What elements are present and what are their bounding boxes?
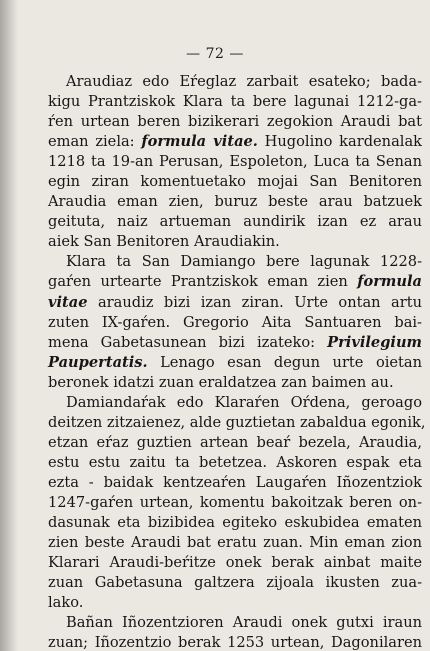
text-segment: geituta, naiz artueman aundirik izan ez arau: [48, 213, 422, 231]
text-segment: zuan; Iñozentzio berak 1253 urtean, Dagonilaren: [48, 634, 422, 651]
emphasized-term: Paupertatis.: [48, 353, 148, 371]
emphasized-term: formula vitae.: [141, 133, 258, 151]
text-line: [48, 353, 422, 373]
text-line: [48, 152, 422, 172]
text-segment: Hugolino kardenalak: [257, 133, 422, 151]
text-line: [48, 313, 422, 333]
text-line: [48, 573, 422, 593]
text-line: [48, 553, 422, 573]
text-line: [48, 433, 422, 453]
text-segment: lako.: [48, 594, 84, 612]
text-segment: Damiandaŕak edo Klaraŕen Oŕdena, geroago: [66, 393, 422, 411]
text-line: [48, 513, 422, 533]
text-line: [48, 613, 422, 633]
text-line: [48, 453, 422, 473]
text-segment: Klara ta San Damiango bere lagunak 1228-: [66, 253, 422, 271]
text-line: [48, 132, 422, 152]
text-line: [48, 252, 422, 272]
text-segment: Bañan Iñozentzioren Araudi onek gutxi iraun: [66, 614, 422, 632]
text-segment: 1218 ta 19-an Perusan, Espoleton, Luca ta Senan: [48, 153, 422, 171]
text-line: [48, 473, 422, 493]
text-segment: aiek San Benitoren Araudiakin.: [48, 233, 280, 251]
text-line: [48, 172, 422, 192]
text-line: [48, 272, 422, 292]
emphasized-term: Privilegium: [327, 333, 422, 351]
text-line: [48, 413, 426, 433]
text-line: [48, 633, 422, 651]
text-line: [48, 192, 422, 212]
text-segment: egin ziran komentuetako mojai San Benitoren: [48, 173, 422, 191]
page-gutter-shadow: [0, 0, 18, 651]
text-segment: estu estu zaitu ta betetzea. Askoren espak eta: [48, 453, 422, 471]
text-line: [48, 333, 422, 353]
text-segment: zuan Gabetasuna galtzera zijoala ikusten zua-: [48, 574, 422, 592]
text-segment: eman ziela:: [48, 133, 142, 151]
text-line: [48, 493, 422, 513]
emphasized-term: formula: [357, 273, 422, 291]
text-segment: dasunak eta bizibidea egiteko eskubidea ematen: [48, 514, 422, 532]
text-segment: gaŕen urtearte Prantziskok eman zien: [48, 273, 358, 291]
text-segment: kigu Prantziskok Klara ta bere lagunai 1212-ga-: [48, 93, 422, 111]
text-line: [48, 72, 422, 92]
text-segment: zuten IX-gaŕen. Gregorio Aita Santuaren bai-: [48, 313, 422, 331]
text-segment: ezta - baidak kentzeaŕen Laugaŕen Iñozentziok: [48, 473, 422, 491]
text-segment: beronek idatzi zuan eraldatzea zan baimen au.: [48, 373, 394, 391]
text-segment: Klarari Araudi-beŕitze onek berak ainbat maite: [48, 554, 422, 572]
text-line: [48, 92, 422, 112]
text-line: [48, 293, 422, 313]
text-segment: ŕen urtean beren bizikerari zegokion Araudi bat: [48, 113, 422, 131]
text-segment: etzan eŕaz guztien artean beaŕ bezela, Araudia,: [48, 433, 422, 451]
text-segment: mena Gabetasunean bizi izateko:: [48, 333, 328, 351]
text-line: [48, 393, 422, 413]
text-segment: 1247-gaŕen urtean, komentu bakoitzak beren on-: [48, 493, 422, 511]
emphasized-term: vitae: [48, 293, 88, 311]
text-line: [48, 212, 422, 232]
text-line: [48, 112, 422, 132]
text-segment: zien beste Araudi bat eratu zuan. Min eman zion: [48, 534, 422, 552]
text-line: [48, 533, 422, 553]
text-line: [48, 373, 422, 393]
text-segment: araudiz bizi izan ziran. Urte ontan artu: [87, 293, 422, 311]
text-line: [48, 593, 422, 613]
text-segment: Araudiaz edo Eŕeglaz zarbait esateko; bada-: [66, 73, 422, 90]
text-line: [48, 232, 422, 252]
text-segment: Lenago esan degun urte oietan: [147, 353, 422, 371]
text-segment: Araudia eman zien, buruz beste arau batzuek: [48, 193, 422, 211]
text-segment: deitzen zitzaienez, alde guztietan zabaldua egonik,: [48, 413, 426, 431]
body-text: [48, 72, 426, 651]
page-number: — 72 —: [186, 46, 244, 62]
